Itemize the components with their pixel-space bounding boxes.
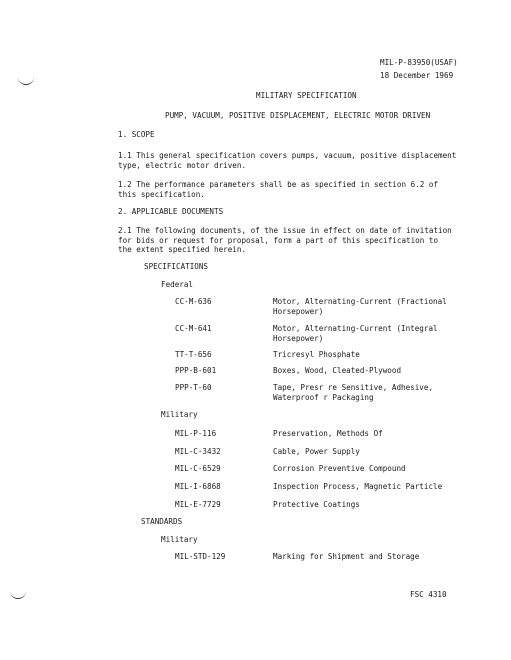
binding-mark-top	[18, 76, 34, 85]
document-row	[0, 552, 511, 572]
document-code: TT-T-656	[175, 350, 212, 359]
document-code: MIL-C-3432	[175, 447, 221, 456]
section-2-heading: 2. APPLICABLE DOCUMENTS	[118, 207, 224, 216]
specification-type: MILITARY SPECIFICATION	[256, 91, 357, 100]
fsc-code: FSC 4310	[410, 590, 447, 599]
document-row	[0, 297, 511, 317]
standards-military-heading: Military	[161, 535, 198, 544]
federal-heading: Federal	[161, 280, 194, 289]
document-row	[0, 429, 511, 449]
document-row	[0, 500, 511, 520]
document-title: Corrosion Preventive Compound	[273, 464, 406, 473]
military-heading: Military	[161, 410, 198, 419]
paragraph-1-1	[118, 151, 456, 170]
paragraph-1-2	[118, 180, 438, 199]
document-code: PPP-T-60	[175, 383, 212, 392]
paragraph-line: for bids or request for proposal, form a part of this specification to	[118, 235, 439, 245]
document-code: MIL-I-6868	[175, 482, 221, 491]
document-code: PPP-B-601	[175, 366, 217, 375]
document-title: Boxes, Wood, Cleated-Plywood	[273, 366, 402, 375]
document-title: Protective Coatings	[273, 500, 360, 509]
document-title: Motor, Alternating-Current (Integral Horsepower)	[273, 324, 438, 343]
document-code: MIL-E-7729	[175, 500, 221, 509]
paragraph-line: this specification.	[118, 189, 205, 199]
standards-heading: STANDARDS	[141, 517, 183, 526]
document-title: Preservation, Methods Of	[273, 429, 383, 438]
paragraph-line: type, electric motor driven.	[118, 160, 247, 170]
paragraph-line: 1.1 This general specification covers pumps, vacuum, positive displacement	[118, 151, 457, 160]
document-subject: PUMP, VACUUM, POSITIVE DISPLACEMENT, ELECTRIC MOTOR DRIVEN	[165, 111, 431, 120]
document-title: Tricresyl Phosphate	[273, 350, 360, 359]
document-row	[0, 482, 511, 502]
paragraph-line: 2.1 The following documents, of the issue in effect on date of invitation	[118, 226, 452, 235]
binding-mark-bottom	[10, 590, 26, 599]
document-title: Motor, Alternating-Current (Fractional Horsepower)	[273, 297, 447, 316]
document-title: Inspection Process, Magnetic Particle	[273, 482, 443, 491]
section-1-heading: 1. SCOPE	[118, 130, 155, 139]
document-code: CC-M-641	[175, 324, 212, 333]
document-title: Marking for Shipment and Storage	[273, 552, 420, 561]
document-code: MIL-STD-129	[175, 552, 226, 561]
document-date: 18 December 1969	[380, 71, 454, 80]
document-row	[0, 324, 511, 344]
document-title: Tape, Presr re Sensitive, Adhesive, Waterproof r Packaging	[273, 383, 434, 402]
document-code: MIL-C-6529	[175, 464, 221, 473]
document-code: CC-M-636	[175, 297, 212, 306]
paragraph-2-1	[118, 226, 452, 255]
document-row	[0, 383, 511, 403]
paragraph-line: the extent specified herein.	[118, 245, 247, 255]
document-row	[0, 464, 511, 484]
document-number: MIL-P-83950(USAF)	[380, 58, 458, 67]
document-code: MIL-P-116	[175, 429, 217, 438]
paragraph-line: 1.2 The performance parameters shall be as specified in section 6.2 of	[118, 180, 439, 189]
document-title: Cable, Power Supply	[273, 447, 360, 456]
specifications-heading: SPECIFICATIONS	[144, 262, 209, 271]
